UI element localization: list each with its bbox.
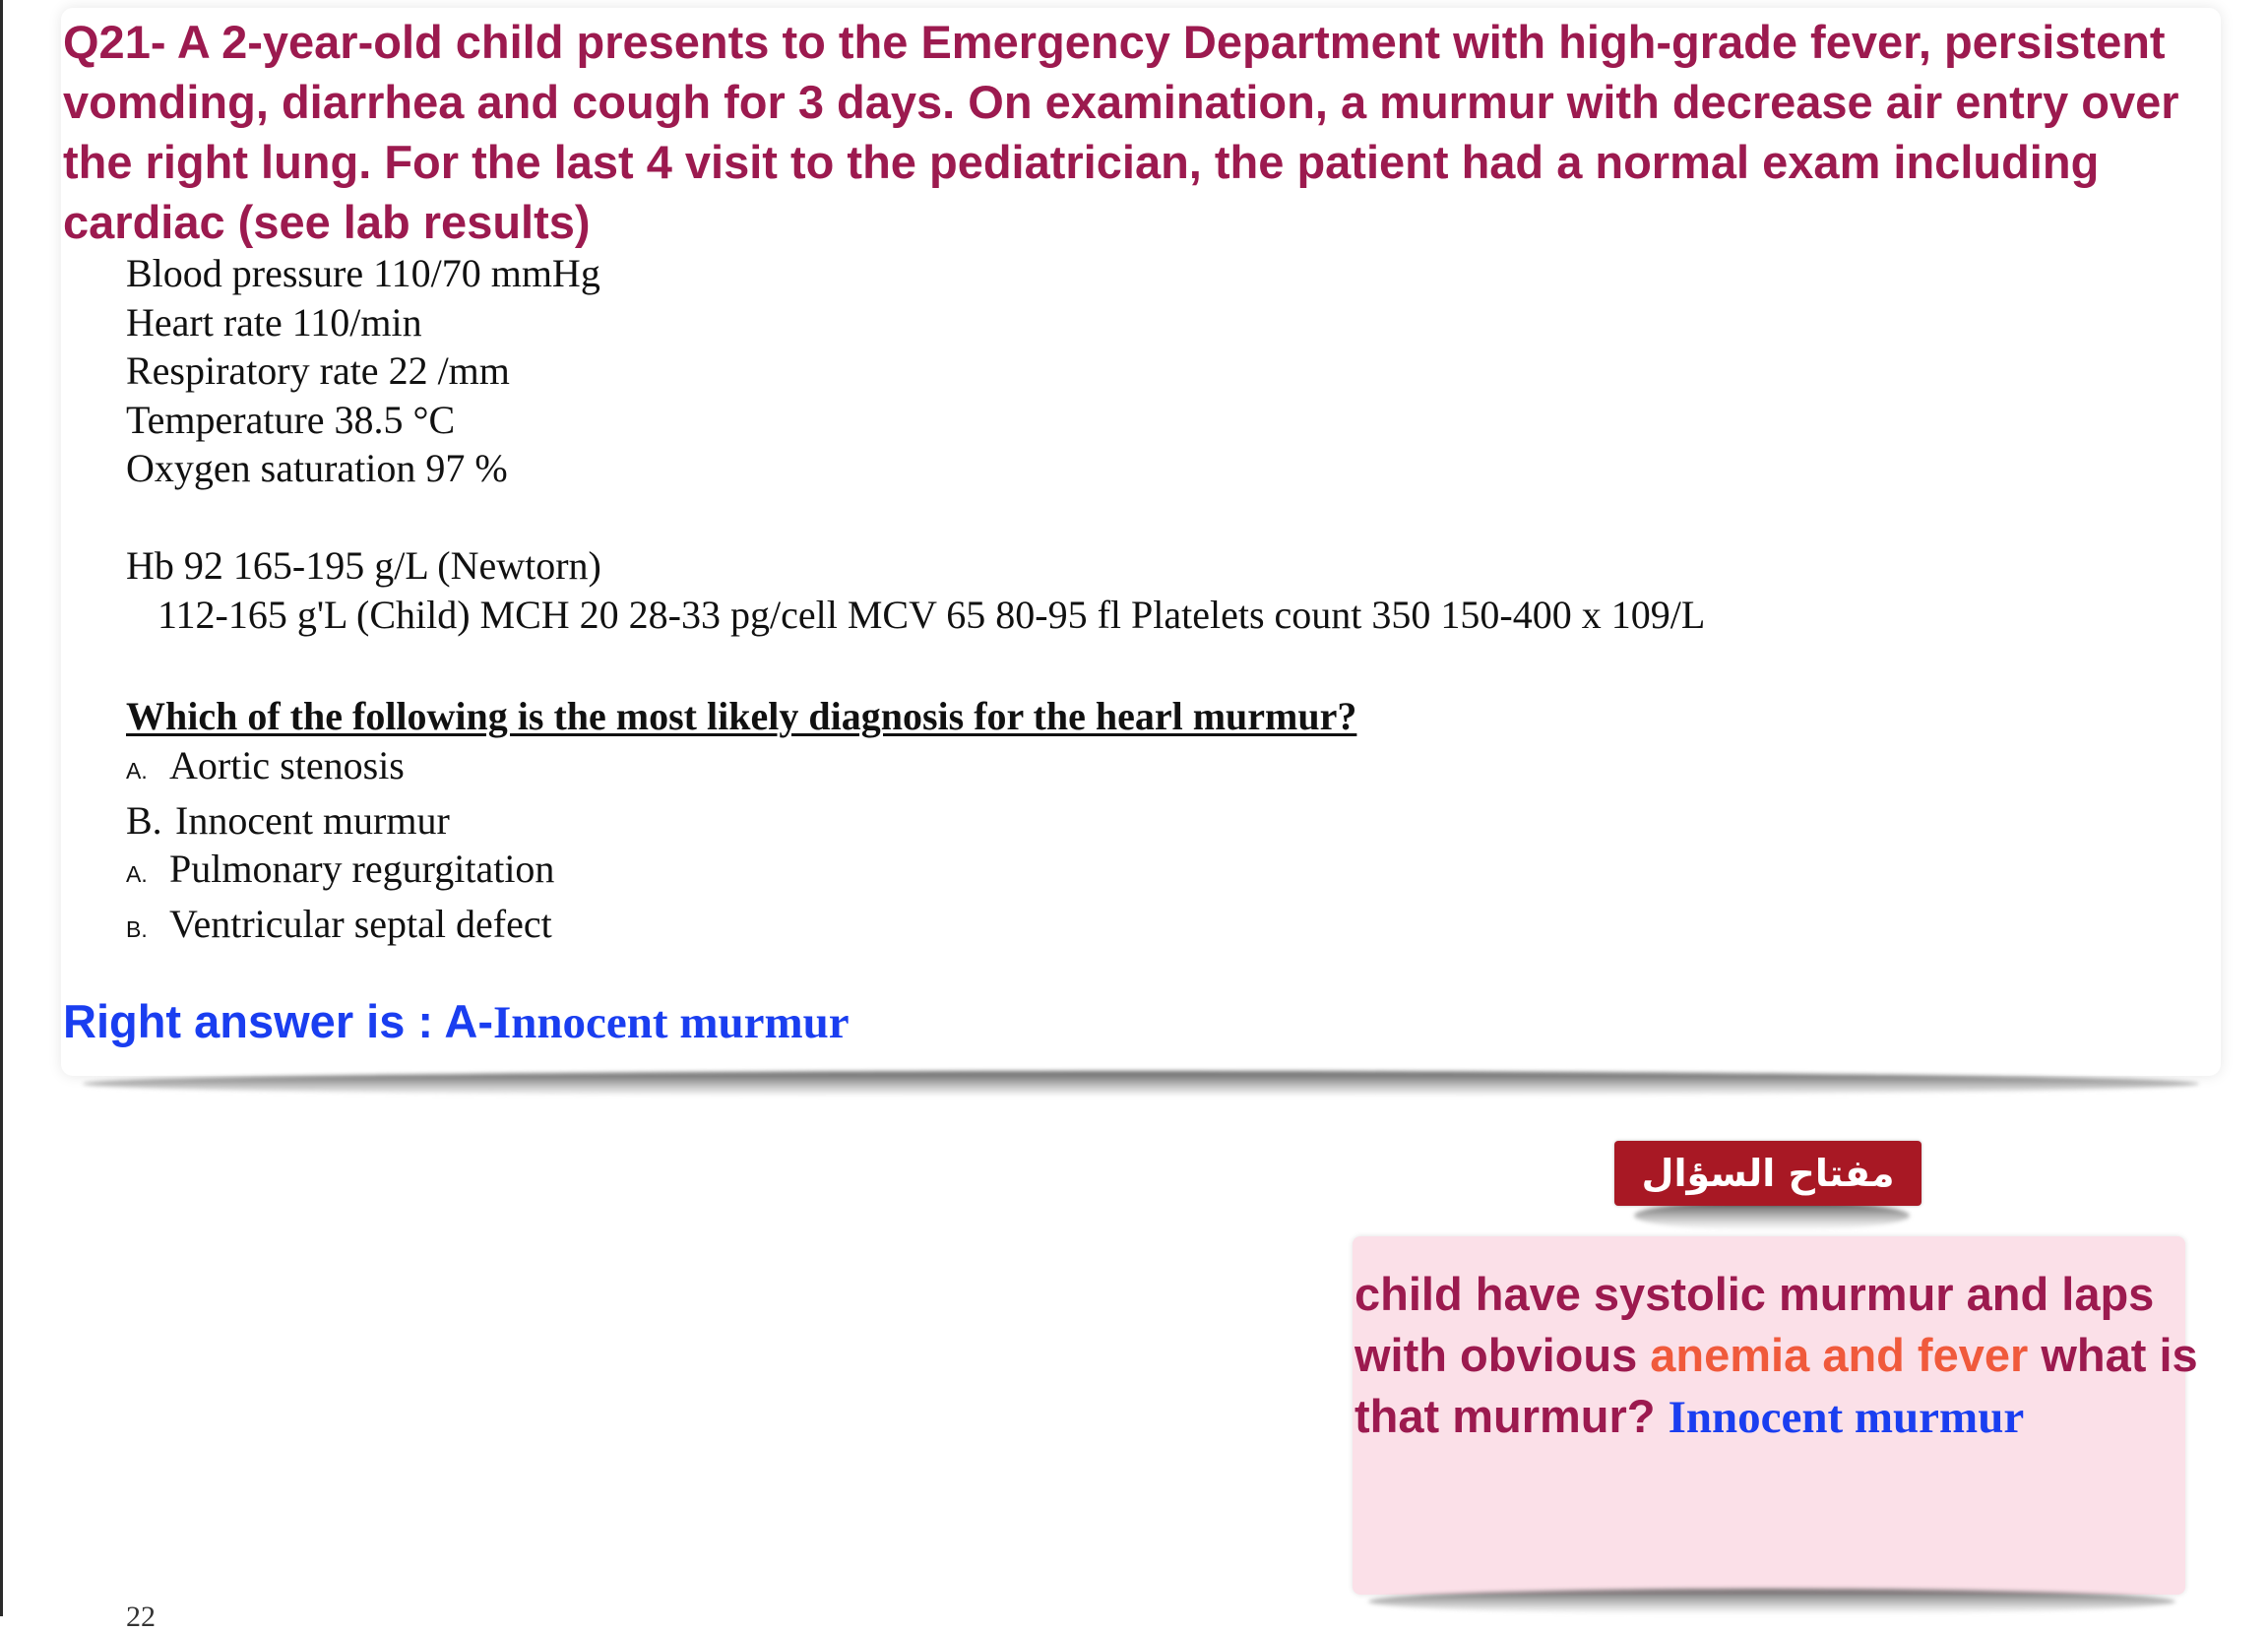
option-pulmonary-regurgitation bbox=[126, 845, 554, 900]
note-curl-shadow bbox=[1368, 1589, 2175, 1614]
option-text: Pulmonary regurgitation bbox=[169, 847, 555, 891]
question-text: A 2-year-old child presents to the Emergency Department with high-grade fever, persistent vomding, diarrhea and cough for 3 days. On examination, a murmur with decrease air entry over the right lung. For the last 4 visit to the pediatrician, the patient had a normal exam including cardiac (see lab results) bbox=[63, 16, 2179, 248]
vital-blood-pressure: Blood pressure 110/70 mmHg bbox=[126, 251, 600, 295]
key-note-text bbox=[1354, 1264, 2201, 1448]
right-answer bbox=[63, 992, 850, 1052]
question-prompt: Which of the following is the most likely diagnosis for the hearl murmur? bbox=[126, 694, 1357, 738]
question-number: Q21- bbox=[63, 16, 166, 68]
card-curl-shadow bbox=[83, 1071, 2199, 1097]
option-letter: A. bbox=[126, 758, 148, 784]
vital-oxygen-saturation: Oxygen saturation 97 % bbox=[126, 446, 508, 490]
lab-results-line-1: Hb 92 165-195 g/L (Newtorn) bbox=[126, 543, 601, 588]
option-letter: B. bbox=[126, 915, 148, 942]
option-aortic-stenosis bbox=[126, 741, 554, 796]
option-ventricular-septal-defect bbox=[126, 900, 554, 955]
note-text-part1: child have systolic murmur and laps with obvious bbox=[1354, 1268, 2155, 1381]
note-answer: Innocent murmur bbox=[1668, 1392, 2025, 1443]
vital-temperature: Temperature 38.5 °C bbox=[126, 397, 456, 442]
vital-respiratory-rate: Respiratory rate 22 /mm bbox=[126, 348, 510, 393]
left-border-rule bbox=[0, 0, 3, 1616]
note-text-part2: what is that murmur? bbox=[1354, 1329, 2198, 1442]
vital-heart-rate: Heart rate 110/min bbox=[126, 299, 422, 345]
answer-options bbox=[126, 741, 554, 954]
option-text: Ventricular septal defect bbox=[169, 901, 552, 946]
option-text: Innocent murmur bbox=[175, 797, 450, 843]
vitals-list bbox=[126, 249, 600, 493]
question-key-label: مفتاح السؤال bbox=[1614, 1141, 1922, 1206]
option-innocent-murmur bbox=[126, 796, 554, 846]
option-letter: B. bbox=[126, 797, 162, 843]
question-stem bbox=[63, 12, 2229, 252]
right-answer-prefix: Right answer is : A- bbox=[63, 995, 493, 1047]
option-text: Aortic stenosis bbox=[169, 743, 405, 787]
right-answer-value: Innocent murmur bbox=[492, 997, 850, 1048]
page-number: 22 bbox=[126, 1601, 156, 1633]
lab-results-line-2: 112-165 g'L (Child) MCH 20 28-33 pg/cell MCV 65 80-95 fl Platelets count 350 150-400 x 109/L bbox=[158, 593, 1706, 637]
option-letter: A. bbox=[126, 861, 148, 887]
note-highlight: anemia and fever bbox=[1650, 1329, 2029, 1381]
